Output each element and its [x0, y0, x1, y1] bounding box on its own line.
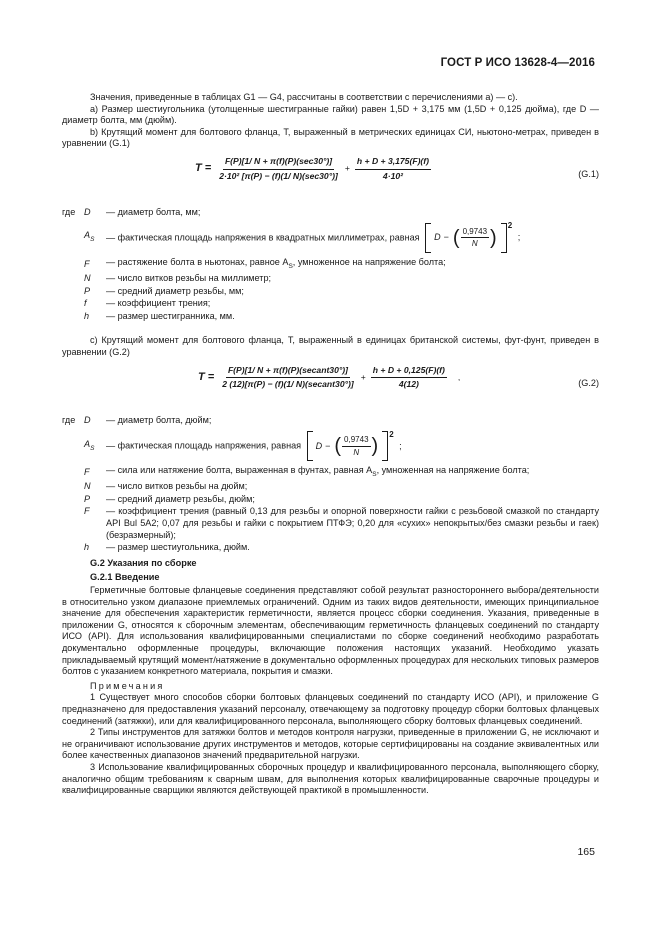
- notes-title: Примечания: [90, 680, 165, 691]
- eq1-fraction-1: [217, 156, 340, 182]
- symbol-h: h: [84, 311, 90, 322]
- eq1-frac2-numerator: h + D + 3,175(F)(f): [355, 156, 431, 170]
- def-text: — растяжение болта в ньютонах, равное $A_S$, умноженное на напряжение болта;: [106, 256, 446, 270]
- equation-g2: [62, 365, 599, 407]
- symbol-as: $A_S$: [84, 230, 95, 243]
- def2-friction: [62, 506, 599, 541]
- eq1-fraction-2: [355, 156, 431, 182]
- note-2: 2 Типы инструментов для затяжки болтов и методов контроля нагрузки, приведенные в приложении G, не исключают и не ограничивают использование других инструментов и методов, которые сертифицированы на создание эквивалентных или более качественных диапазонов значений предварительной нагрузки.: [62, 727, 599, 761]
- def-text: — размер шестиугольника, дюйм.: [106, 541, 250, 552]
- eq2-frac2-numerator: h + D + 0,125(F)(f): [371, 365, 447, 379]
- eq2-plus: +: [360, 371, 366, 382]
- symbol-as: $A_S$: [84, 438, 95, 452]
- def1-friction: [62, 298, 599, 311]
- eq2-fraction-2: [371, 365, 447, 391]
- symbol-n: N: [84, 272, 91, 283]
- symbol-friction: F: [84, 506, 90, 517]
- def2-d: [62, 415, 599, 428]
- note-1: 1 Существует много способов сборки болтовых фланцевых соединений по стандарту ИСО (API), и приложение G предназначено для предоставления указаний персоналу, отвечающему за подготовку процедур сборки болтовых фланцевых соединений (затяжки), или для квалифицированного персонала, выполняющего сборку болтовых фланцевых соединений.: [62, 692, 599, 726]
- eq2-comma: ,: [457, 371, 461, 382]
- equation-g2-formula: [198, 365, 462, 391]
- eq2-frac1-numerator: F(P)[1/ N + π(f)(P)(secant30°)]: [226, 365, 350, 379]
- def-text: — сила или натяжение болта, выраженная в фунтах, равная $A_S$, умноженная на напряжение болта;: [106, 465, 530, 479]
- page-number: 165: [577, 846, 595, 858]
- eq1-frac1-denominator: 2·10² [π(P) − (f)(1/ N)(sec30°)]: [219, 170, 338, 181]
- def1-f: [62, 257, 599, 272]
- symbol-d: D: [84, 206, 91, 217]
- item-a-paragraph: а) Размер шестиугольника (утолщенные шестигранные гайки) равен 1,5D + 3,175 мм (1,5D + 0,125 дюйма), где D — диаметр болта, мм (дюйм).: [62, 103, 599, 126]
- def-text: — средний диаметр резьбы, дюйм;: [106, 494, 255, 505]
- symbol-f: F: [84, 258, 90, 269]
- standard-header: ГОСТ Р ИСО 13628-4—2016: [440, 57, 595, 69]
- definitions-g2: [62, 415, 599, 554]
- def-text: — фактическая площадь напряжения, равная D − ( 0,9743 N ) 2 ;: [106, 431, 599, 461]
- symbol-n: N: [84, 481, 91, 492]
- def1-n: [62, 272, 599, 285]
- def2-h: [62, 541, 599, 554]
- definitions-g1: [62, 206, 599, 323]
- eq2-fraction-1: [220, 365, 356, 391]
- note-3: 3 Использование квалифицированных сборочных процедур и квалифицированного персонала, выполняющего сборку, аналогично общим требованиям к сварным швам, для выполнения которых квалифицированные сварочные процедуры и квалифицированные сварщики являются действующей практикой в промышленности.: [62, 762, 599, 796]
- def1-p: [62, 285, 599, 298]
- intro-paragraph: Значения, приведенные в таблицах G1 — G4, рассчитаны в соответствии с перечислениями а) — с).: [90, 92, 518, 102]
- def2-f: [62, 465, 599, 480]
- eq2-lhs: T =: [198, 370, 215, 383]
- document-body: [62, 92, 599, 797]
- section-g2-heading: G.2 Указания по сборке: [90, 557, 197, 568]
- symbol-p: P: [84, 494, 91, 505]
- def-text: — диаметр болта, мм;: [106, 206, 201, 217]
- eq1-frac1-numerator: F(P)[1/ N + π(f)(P)(sec30°)]: [223, 156, 334, 170]
- equation-g1: [62, 156, 599, 198]
- eq2-frac1-denominator: 2 (12)[π(P) − (f)(1/ N)(secant30°)]: [222, 379, 354, 390]
- symbol-friction: f: [84, 298, 87, 309]
- eq1-number: (G.1): [578, 168, 599, 179]
- def-text: — коэффициент трения (равный 0,13 для резьбы и опорной поверхности гайки с резьбовой смазкой по стандарту API Bul 5A2; 0,07 для резьбы и гайки с покрытием ПТФЭ; 0,20 для «сухих» непокрытых/без смазки резьбы и гаек) (безразмерный);: [106, 506, 599, 540]
- def-text: — фактическая площадь напряжения в квадратных миллиметрах, равная D − ( 0,9743 N ) 2 ;: [106, 223, 599, 253]
- def-text: — диаметр болта, дюйм;: [106, 415, 212, 426]
- eq1-frac2-denominator: 4·10²: [382, 170, 403, 181]
- symbol-p: P: [84, 285, 91, 296]
- def2-p: [62, 494, 599, 507]
- where-label: где: [62, 206, 76, 217]
- def-text: — число витков резьбы на дюйм;: [106, 481, 248, 492]
- stress-area-formula: D − ( 0,9743 N ) 2: [425, 223, 512, 253]
- def1-d: [62, 206, 599, 219]
- def-text: — коэффициент трения;: [106, 298, 211, 309]
- section-g21-heading: G.2.1 Введение: [90, 571, 160, 582]
- def-text: — размер шестигранника, мм.: [106, 311, 235, 322]
- def1-as: [62, 219, 599, 257]
- item-c-paragraph: c) Крутящий момент для болтового фланца, Т, выраженный в единицах британской системы, фут-фунт, приведен в уравнении (G.2): [62, 335, 599, 357]
- def2-as: [62, 427, 599, 465]
- def-text: — число витков резьбы на миллиметр;: [106, 272, 272, 283]
- symbol-f: F: [84, 467, 90, 478]
- symbol-h: h: [84, 541, 90, 552]
- eq1-lhs: T =: [195, 162, 212, 175]
- where-label: где: [62, 415, 76, 426]
- section-g21-paragraph: Герметичные болтовые фланцевые соединения представляют собой результат разностороннего выбора/деятельности в относительно узком диапазоне приемлемых ограничений. Одним из таких видов деятельности, имеющих принципиальное значение для обеспечения характеристик герметичности, является процесс сборки соединения. Указания, приведенные в приложении G, относятся к сборочным элементам, обеспечивающим герметичность фланцевых соединений по стандарту ИСО (API). Для использования квалифицированными специалистами по сборке соединений необходимо разработать документально оформленные процедуры, включающие положения настоящих указаний. Необходимо указать прикладываемый крутящий момент/натяжение в документально оформленных процедурах для нескольких типовых размеров болтов с указанием конкретного материала, покрытия и смазки.: [62, 585, 599, 677]
- eq1-plus: +: [344, 163, 350, 174]
- eq2-number: (G.2): [578, 377, 599, 388]
- equation-g1-formula: [195, 156, 434, 182]
- def-text: — средний диаметр резьбы, мм;: [106, 285, 244, 296]
- stress-area-formula: D − ( 0,9743 N ) 2: [307, 431, 394, 461]
- item-b-paragraph: b) Крутящий момент для болтового фланца, Т, выраженный в метрических единицах СИ, ньютоно-метрах, приведен в уравнении (G.1): [62, 126, 599, 149]
- def1-h: [62, 311, 599, 324]
- def2-n: [62, 481, 599, 494]
- eq2-frac2-denominator: 4(12): [398, 379, 419, 390]
- symbol-d: D: [84, 415, 91, 426]
